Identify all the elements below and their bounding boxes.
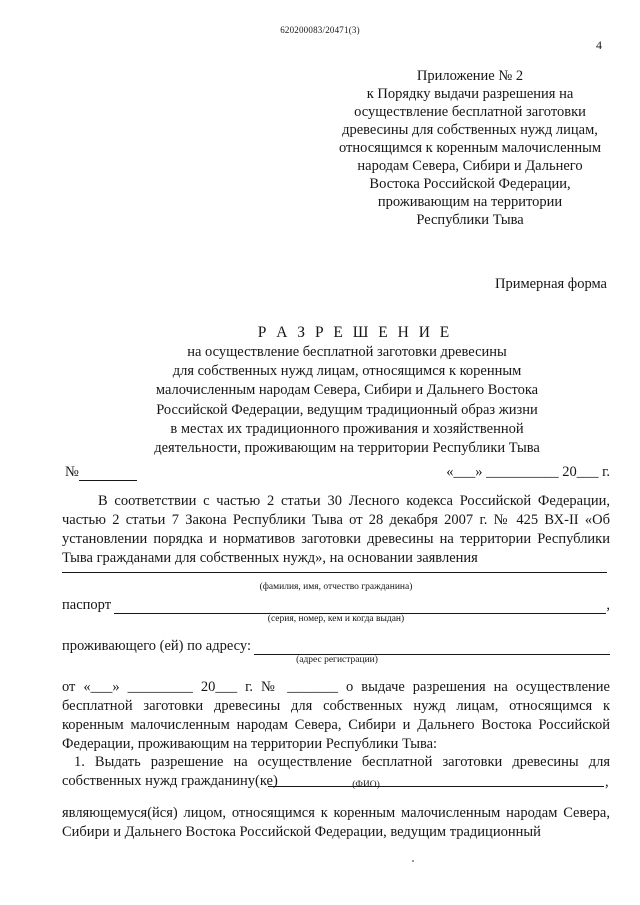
permit-date-field: «___» __________ 20___ г. (446, 464, 610, 480)
document-subtitle (62, 343, 632, 458)
appendix-line: относящимся к коренным малочисленным (338, 140, 602, 156)
subtitle-line: на осуществление бесплатной заготовки древесины (187, 344, 507, 360)
appendix-line: древесины для собственных нужд лицам, (342, 122, 598, 138)
basis-paragraph: В соответствии с частью 2 статьи 30 Лесного кодекса Российской Федерации, частью 2 статьи 7 Закона Республики Тыва от 28 декабря 2007 г. № 425 ВХ-II «Об установлении порядка и нормативов заготовки древесины на территории Республики Тыва гражданами для собственных нужд», на основании заявления (62, 493, 610, 566)
applicant-name-blank (62, 572, 607, 573)
passport-row: паспорт , (62, 597, 610, 613)
subtitle-line: Российской Федерации, ведущим традиционный образ жизни (156, 401, 538, 418)
status-paragraph: являющемуся(йся) лицом, относящимся к коренным малочисленным народам Севера, Сибири и Дальнего Востока Российской Федерации, ведущим традиционный (62, 805, 610, 840)
subtitle-line: для собственных нужд лицам, относящимся к коренным (172, 363, 522, 380)
page-number: 4 (596, 38, 602, 52)
appendix-line: народам Севера, Сибири и Дальнего (357, 158, 583, 174)
passport-caption: (серия, номер, кем и когда выдан) (267, 614, 405, 624)
passport-blank (114, 600, 606, 614)
fio-blank (268, 786, 604, 787)
address-label: проживающего (ей) по адресу: (62, 638, 251, 654)
document-title: Р А З Р Е Ш Е Н И Е (257, 324, 453, 341)
scan-speck (412, 860, 414, 862)
form-type-label: Примерная форма (494, 276, 607, 292)
subtitle-line: в местах их традиционного проживания и хозяйственной (170, 420, 524, 437)
address-blank (254, 641, 610, 655)
item-1-comma: , (605, 774, 609, 790)
document-id: 620200083/20471(3) (280, 25, 360, 35)
appendix-line: проживающим на территории (377, 194, 563, 210)
fio-caption: (ФИО) (352, 780, 380, 790)
appendix-line: Республики Тыва (416, 212, 524, 228)
item-1-paragraph: 1. Выдать разрешение на осуществление бесплатной заготовки древесины для собственных нужд гражданину(ке) (62, 754, 610, 789)
application-paragraph: от «___» _________ 20___ г. № _______ о выдаче разрешения на осуществление бесплатной заготовки древесины для собственных нужд лицам, относящимся к коренным малочисленным народам Севера, Сибири и Дальнего Востока Российской Федерации, проживающим на территории Республики Тыва: (62, 679, 610, 752)
subtitle-line: малочисленным народам Севера, Сибири и Дальнего Востока (155, 382, 539, 399)
passport-label: паспорт (62, 597, 112, 613)
appendix-line: осуществление бесплатной заготовки (354, 104, 586, 120)
address-row (62, 638, 610, 655)
appendix-block (320, 67, 620, 229)
appendix-line: Востока Российской Федерации, (369, 176, 571, 192)
address-caption: (адрес регистрации) (296, 655, 378, 665)
applicant-name-caption: (фамилия, имя, отчество гражданина) (259, 582, 413, 592)
appendix-line: Приложение № 2 (416, 68, 524, 84)
number-label: № (65, 464, 79, 480)
appendix-line: к Порядку выдачи разрешения на (366, 86, 574, 102)
subtitle-line: деятельности, проживающим на территории Республики Тыва (154, 440, 540, 457)
